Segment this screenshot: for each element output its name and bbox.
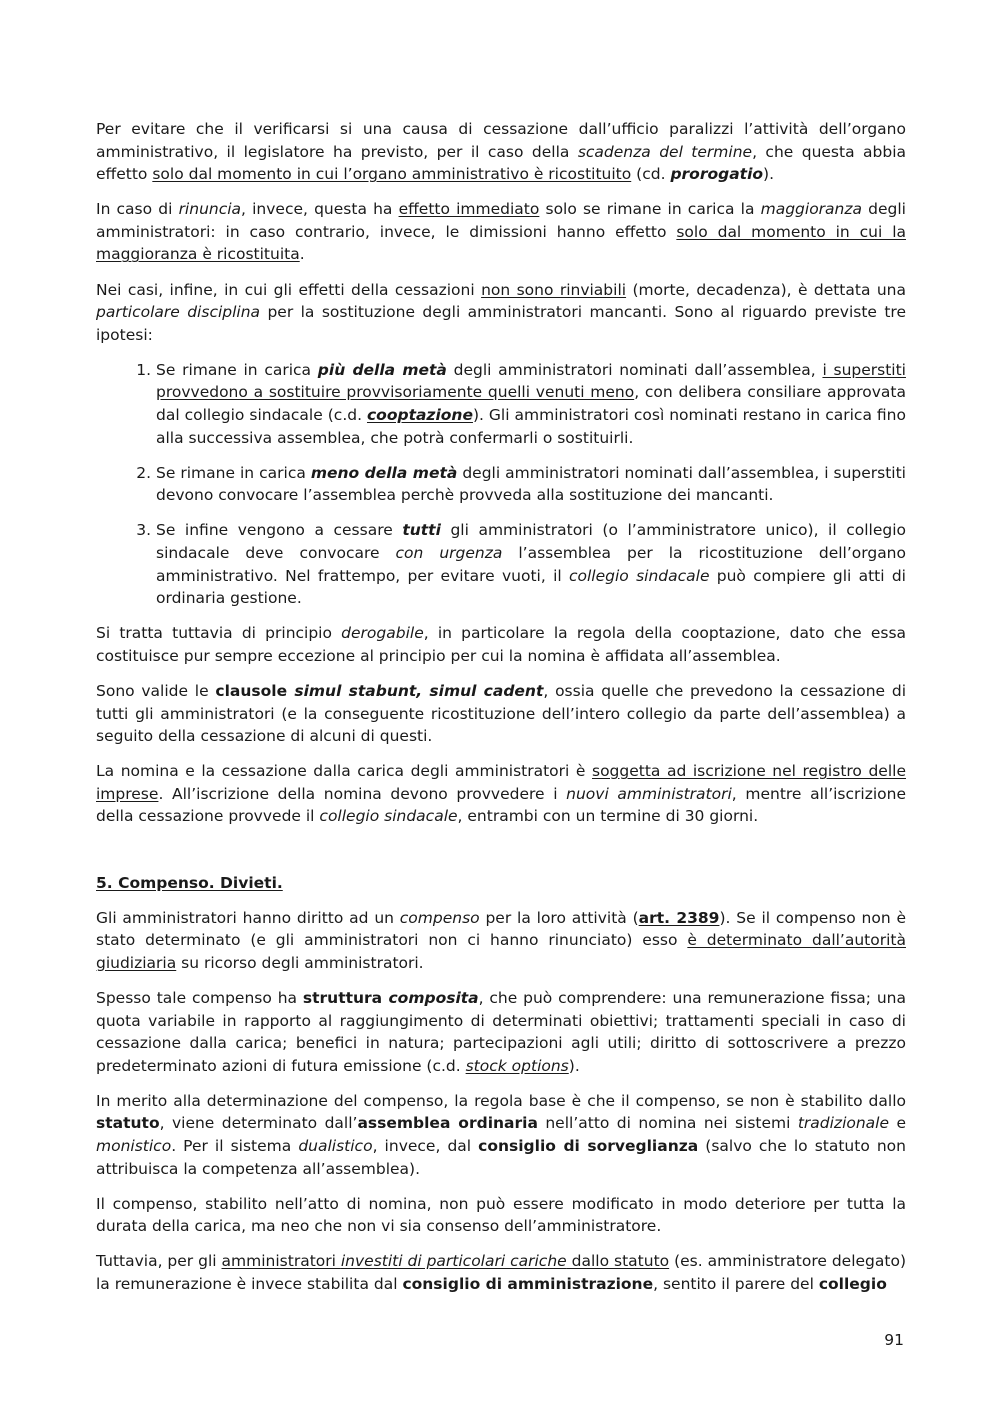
list-item: 1. Se rimane in carica più della metà degli amministratori nominati dall’assemblea, i superstiti provvedono a sostituire provvisoriamente quelli venuti meno, con delibera consiliare approvata dal collegio sindacale (c.d. cooptazione). Gli amministratori così nominati restano in carica fino alla successiva assemblea, che potrà confermarli o sostituirli. bbox=[156, 359, 906, 449]
paragraph-cariche: Tuttavia, per gli amministratori investiti di particolari cariche dallo statuto (es. amministratore delegato) la remunerazione è invece stabilita dal consiglio di amministrazione, sentito il parere del collegio bbox=[96, 1252, 906, 1293]
page-number: 91 bbox=[884, 1331, 904, 1349]
document-body bbox=[96, 118, 906, 1308]
paragraph-determinazione: In merito alla determinazione del compenso, la regola base è che il compenso, se non è stabilito dallo statuto, viene determinato dall’assemblea ordinaria nell’atto di nomina nei sistemi tradizionale e monistico. Per il sistema dualistico, invece, dal consiglio di sorveglianza (salvo che lo statuto non attribuisca la competenza all’assemblea). bbox=[96, 1091, 906, 1178]
paragraph-iscrizione: La nomina e la cessazione dalla carica degli amministratori è soggetta ad iscrizione nel registro delle imprese. All’iscrizione della nomina devono provvedere i nuovi amministratori, mentre all’iscrizione della cessazione provvede il collegio sindacale, entrambi con un termine di 30 giorni. bbox=[96, 762, 906, 826]
paragraph-sostituzione: Nei casi, infine, in cui gli effetti della cessazioni non sono rinviabili (morte, decadenza), è dettata una particolare disciplina per la sostituzione degli amministratori mancanti. Sono al riguardo previste tre ipotesi: bbox=[96, 280, 906, 344]
hypotheses-list bbox=[96, 359, 906, 610]
paragraph-derogabile: Si tratta tuttavia di principio derogabile, in particolare la regola della cooptazione, dato che essa costituisce pur sempre eccezione al principio per cui la nomina è affidata all’assemblea. bbox=[96, 624, 907, 665]
paragraph-prorogatio: Per evitare che il verificarsi si una causa di cessazione dall’ufficio paralizzi l’attività dell’organo amministrativo, il legislatore ha previsto, per il caso della scadenza del termine, che questa abbia effetto solo dal momento in cui l’organo amministrativo è ricostituito (cd. prorogatio). bbox=[96, 120, 906, 184]
paragraph-compenso: Gli amministratori hanno diritto ad un compenso per la loro attività (art. 2389). Se il compenso non è stato determinato (e gli amministratori non ci hanno rinunciato) esso è determinato dall’autorità giudiziaria su ricorso degli amministratori. bbox=[96, 908, 907, 972]
paragraph-modifica: Il compenso, stabilito nell’atto di nomina, non può essere modificato in modo deteriore per tutta la durata della carica, ma neo che non vi sia consenso dell’amministratore. bbox=[96, 1194, 906, 1236]
list-item: 2. Se rimane in carica meno della metà degli amministratori nominati dall’assemblea, i superstiti devono convocare l’assemblea perchè provveda alla sostituzione dei mancanti. bbox=[156, 462, 906, 507]
paragraph-struttura: Spesso tale compenso ha struttura composita, che può comprendere: una remunerazione fissa; una quota variabile in rapporto al raggiungimento di determinati obiettivi; trattamenti speciali in caso di cessazione dalla carica; benefici in natura; partecipazioni agli utili; diritto di sottoscrivere a prezzo predeterminato azioni di futura emissione (c.d. stock options). bbox=[96, 988, 906, 1075]
list-item: 3. Se infine vengono a cessare tutti gli amministratori (o l’amministratore unico), il collegio sindacale deve convocare con urgenza l’assemblea per la ricostituzione dell’organo amministrativo. Nel frattempo, per evitare vuoti, il collegio sindacale può compiere gli atti di ordinaria gestione. bbox=[156, 519, 906, 609]
paragraph-simul-stabunt: Sono valide le clausole simul stabunt, simul cadent, ossia quelle che prevedono la cessazione di tutti gli amministratori (e la conseguente ricostituzione dell’intero collegio da parte dell’assemblea) a seguito della cessazione di alcuni di questi. bbox=[96, 681, 906, 746]
paragraph-rinuncia: In caso di rinuncia, invece, questa ha effetto immediato solo se rimane in carica la maggioranza degli amministratori: in caso contrario, invece, le dimissioni hanno effetto solo dal momento in cui la maggioranza è ricostituita. bbox=[96, 200, 906, 264]
section-heading: 5. Compenso. Divieti. bbox=[96, 874, 283, 893]
